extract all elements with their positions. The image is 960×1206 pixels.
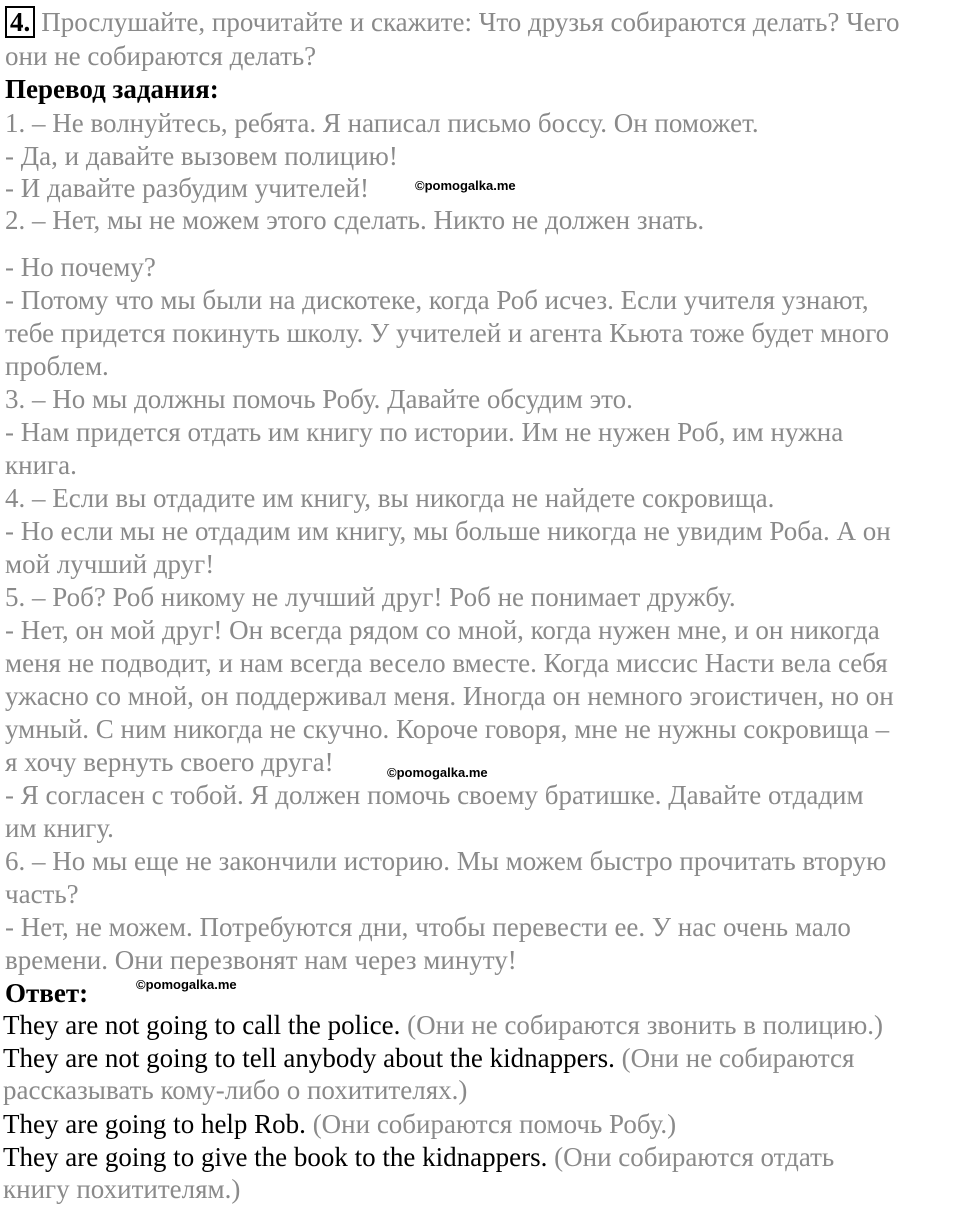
translation-line: - Нет, не можем. Потребуются дни, чтобы перевести ее. У нас очень мало bbox=[5, 912, 851, 942]
task-line-1 bbox=[5, 6, 960, 39]
translation-line: - Но почему? bbox=[5, 252, 156, 282]
answer-russian: рассказывать кому-либо о похитителях.) bbox=[3, 1075, 468, 1105]
answer-line bbox=[3, 1042, 960, 1075]
watermark: ©pomogalka.me bbox=[387, 765, 488, 780]
answer-english: They are not going to tell anybody about the kidnappers. bbox=[3, 1043, 615, 1073]
translation-line: - Но если мы не отдадим им книгу, мы больше никогда не увидим Роба. А он bbox=[5, 516, 891, 546]
answer-russian: книгу похитителям.) bbox=[3, 1174, 241, 1204]
translation-line: 1. – Не волнуйтесь, ребята. Я написал письмо боссу. Он поможет. bbox=[5, 108, 759, 138]
translation-line: мой лучший друг! bbox=[5, 549, 215, 579]
translation-line: меня не подводит, и нам всегда весело вместе. Когда миссис Насти вела себя bbox=[5, 648, 888, 678]
translation-line: 6. – Но мы еще не закончили историю. Мы можем быстро прочитать вторую bbox=[5, 846, 887, 876]
answer-russian: (Они не собираются bbox=[614, 1043, 855, 1073]
answer-line bbox=[3, 1074, 960, 1107]
watermark: ©pomogalka.me bbox=[136, 977, 237, 992]
translation-line: часть? bbox=[5, 879, 79, 909]
answer-line bbox=[3, 1009, 960, 1042]
task-text-1: Прослушайте, прочитайте и скажите: Что друзья собираются делать? Чего bbox=[41, 7, 900, 37]
task-number: 4. bbox=[5, 6, 35, 38]
answer-english: They are going to give the book to the kidnappers. bbox=[3, 1142, 548, 1172]
translation-line: я хочу вернуть своего друга! bbox=[5, 747, 334, 777]
translation-line: проблем. bbox=[5, 351, 109, 381]
translation-line: 5. – Роб? Роб никому не лучший друг! Роб не понимает дружбу. bbox=[5, 582, 736, 612]
translation-line: тебе придется покинуть школу. У учителей и агента Кьюта тоже будет много bbox=[5, 318, 890, 348]
translation-line: - Нет, он мой друг! Он всегда рядом со мной, когда нужен мне, и он никогда bbox=[5, 615, 880, 645]
answer-line bbox=[3, 1141, 960, 1174]
translation-line: - Я согласен с тобой. Я должен помочь своему братишке. Давайте отдадим bbox=[5, 780, 864, 810]
answer-line bbox=[3, 1108, 960, 1141]
answer-heading: Ответ: bbox=[5, 978, 89, 1008]
answer-russian: (Они собираются отдать bbox=[547, 1142, 835, 1172]
translation-line: 4. – Если вы отдадите им книгу, вы никогда не найдете сокровища. bbox=[5, 483, 775, 513]
answer-line bbox=[3, 1173, 960, 1206]
translation-line: - И давайте разбудим учителей! bbox=[5, 173, 369, 203]
translation-line: - Да, и давайте вызовем полицию! bbox=[5, 141, 398, 171]
translation-line: им книгу. bbox=[5, 813, 114, 843]
watermark: ©pomogalka.me bbox=[415, 178, 516, 193]
translation-line: ужасно со мной, он поддерживал меня. Иногда он немного эгоистичен, но он bbox=[5, 681, 894, 711]
translation-line: умный. С ним никогда не скучно. Короче говоря, мне не нужны сокровища – bbox=[5, 714, 890, 744]
translation-line: времени. Они перезвонят нам через минуту! bbox=[5, 945, 517, 975]
answer-english: They are not going to call the police. bbox=[3, 1010, 401, 1040]
translation-line: - Нам придется отдать им книгу по истории. Им не нужен Роб, им нужна bbox=[5, 417, 844, 447]
translation-line: - Потому что мы были на дискотеке, когда Роб исчез. Если учителя узнают, bbox=[5, 285, 869, 315]
translation-line: книга. bbox=[5, 450, 77, 480]
answer-russian: (Они не собираются звонить в полицию.) bbox=[400, 1010, 884, 1040]
translation-heading: Перевод задания: bbox=[5, 74, 219, 104]
translation-line: 3. – Но мы должны помочь Робу. Давайте обсудим это. bbox=[5, 384, 633, 414]
answer-english: They are going to help Rob. bbox=[3, 1109, 306, 1139]
answer-russian: (Они собираются помочь Робу.) bbox=[305, 1109, 677, 1139]
translation-line: 2. – Нет, мы не можем этого сделать. Никто не должен знать. bbox=[5, 205, 705, 235]
task-line-2: они не собираются делать? bbox=[5, 41, 317, 71]
